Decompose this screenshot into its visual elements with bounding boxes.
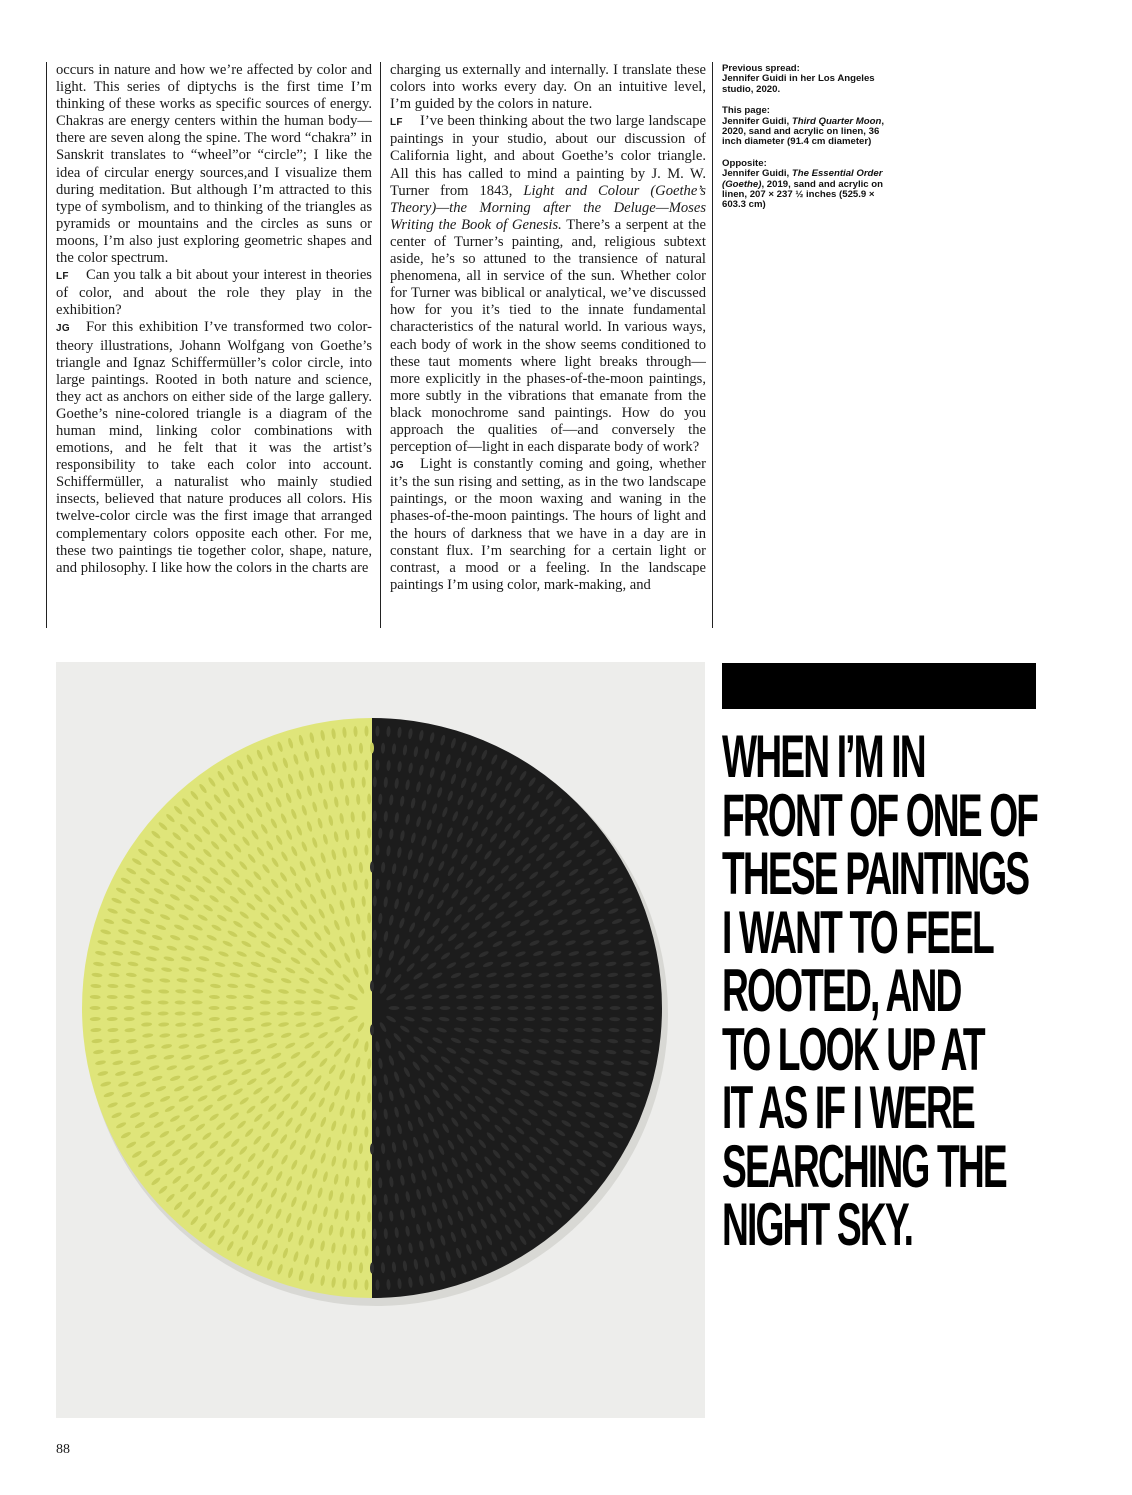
caption-artist: Jennifer Guidi, bbox=[722, 115, 792, 127]
pull-quote-line: SEARCHING THE bbox=[722, 1132, 1006, 1200]
caption-label: Previous spread: bbox=[722, 63, 800, 74]
texture-mark bbox=[370, 1144, 374, 1155]
caption-details: , 2020, sand and acrylic on linen, 36 inch diameter (91.4 cm diameter) bbox=[722, 115, 885, 148]
caption-artist: Jennifer Guidi, bbox=[722, 168, 792, 180]
pull-quote-line: TO LOOK UP AT bbox=[722, 1015, 984, 1083]
texture-mark bbox=[576, 1006, 587, 1010]
caption-previous-spread bbox=[722, 64, 892, 95]
speaker-label: LF bbox=[56, 271, 69, 283]
texture-mark bbox=[389, 1006, 400, 1010]
texture-mark bbox=[440, 1006, 451, 1010]
texture-mark bbox=[370, 862, 374, 873]
caption-text bbox=[722, 169, 892, 211]
texture-mark bbox=[107, 1006, 118, 1010]
caption-label: Opposite: bbox=[722, 157, 767, 169]
paragraph-text: Can you talk a bit about your interest in theories of color, and about the role they play in the exhibition? bbox=[56, 267, 372, 319]
texture-mark bbox=[370, 743, 374, 754]
texture-mark bbox=[457, 1006, 468, 1010]
pull-quote-line: THESE PAINTINGS bbox=[722, 840, 1029, 907]
paragraph-text: There’s a serpent at the center of Turner’s painting, and, religious subtext aside, he’s so attuned to the transience of natural phenomena, all in service of the sun. Whether color for Turner was biblical or analytical, we’ve discussed how for you it’s tied to the innate fundamental characteristics of the natural world. In various ways, each body of work in the show seems conditioned to these taut moments where light breaks through—more explicitly in the phases-of-the-moon paintings, more subtly in the vibrations that emanate from the black monochrome sand paintings. How do you approach the qualities of—and conversely the perception of—light in each disparate body of work? bbox=[390, 216, 706, 456]
texture-mark bbox=[406, 1006, 417, 1010]
texture-mark bbox=[542, 1006, 553, 1010]
texture-mark bbox=[370, 1025, 374, 1036]
texture-mark bbox=[491, 1006, 502, 1010]
texture-mark bbox=[209, 1006, 220, 1010]
column-rule-left bbox=[46, 62, 47, 628]
paragraph bbox=[56, 267, 372, 319]
speaker-label: JG bbox=[56, 323, 70, 335]
artwork-photo bbox=[56, 662, 705, 1418]
caption-text bbox=[722, 117, 892, 148]
caption-title: The Essential Order (Goethe) bbox=[722, 168, 883, 190]
pull-quote-line: IT AS IF I WERE bbox=[722, 1074, 974, 1141]
paragraph: occurs in nature and how we’re affected by color and light. This series of diptychs is the first time I’m thinking of these works as specific sources of energy. Chakras are energy centers within the human body—there are seven along the spine. The word “chakra” in Sanskrit translates to “wheel”or “circle”; I like the idea of circular energy sources,and I visualize them during meditation. But although I’m attracted to this type of symbolism, and to thinking of the triangles as pyramids or mountains and the circles as suns or moons, I’m also just exploring geometric shapes and the color spectrum. bbox=[56, 62, 372, 267]
column-rule-middle bbox=[380, 62, 381, 628]
texture-mark bbox=[345, 1006, 356, 1010]
moon-painting bbox=[56, 662, 705, 1418]
pull-quote-line: ROOTED, AND bbox=[722, 957, 961, 1024]
column-rule-right bbox=[712, 62, 713, 628]
texture-mark bbox=[508, 1006, 519, 1010]
pull-quote-line: NIGHT SKY. bbox=[722, 1191, 913, 1258]
texture-mark bbox=[644, 1006, 655, 1010]
caption-this-page bbox=[722, 106, 892, 148]
texture-mark bbox=[474, 1006, 485, 1010]
article-column-2 bbox=[390, 62, 706, 628]
caption-title: Third Quarter Moon bbox=[791, 115, 882, 127]
texture-mark bbox=[124, 1006, 135, 1010]
paragraph bbox=[390, 113, 706, 456]
pull-quote-line: I WANT TO FEEL bbox=[722, 898, 993, 966]
texture-mark bbox=[243, 1006, 254, 1010]
texture-mark bbox=[525, 1006, 536, 1010]
caption-label: This page: bbox=[722, 105, 770, 117]
texture-mark bbox=[328, 1006, 339, 1010]
texture-mark bbox=[423, 1006, 434, 1010]
paragraph bbox=[390, 456, 706, 594]
article-column-1 bbox=[56, 62, 372, 628]
texture-mark bbox=[370, 1263, 374, 1274]
paragraph-text: For this exhibition I’ve transformed two color-theory illustrations, Johann Wolfgang von Goethe’s triangle and Ignaz Schiffermüller’s color circle, into large paintings. Rooted in both nature and science, they act as anchors on either side of the large gallery. Goethe’s nine-colored triangle is a diagram of the human mind, linking color combinations with emotions, and he felt that it was the artist’s responsibility to take each color into account. Schiffermüller, a naturalist who mainly studied insects, believed that nature produces all colors. His twelve-color circle was the first image that arranged complementary colors opposite each other. For me, these two paintings tie together color, shape, nature, and philosophy. I like how the colors in the charts are bbox=[56, 319, 372, 576]
caption-text: Jennifer Guidi in her Los Angeles studio, 2020. bbox=[722, 73, 875, 95]
paragraph-text: I’ve been thinking about the two large landscape paintings in your studio, about our discussion of California light, and about Goethe’s color triangle. All this has called to mind a painting by J. M. W. Turner from 1843, bbox=[390, 113, 706, 199]
quote-bar bbox=[722, 663, 1036, 709]
paragraph-text: Light is constantly coming and going, whether it’s the sun rising and setting, as in the two landscape paintings, or the moon waxing and waning in the phases-of-the-moon paintings. The hours of light and the hours of darkness that we have in a day are in constant flux. I’m searching for a certain light or contrast, a mood or a feeling. In the landscape paintings I’m using color, mark-making, and bbox=[390, 456, 706, 593]
page-number: 88 bbox=[56, 1442, 70, 1457]
pull-quote-line: WHEN I’M IN bbox=[722, 723, 925, 790]
pull-quote-line: FRONT OF ONE OF bbox=[722, 781, 1038, 849]
pull-quote bbox=[722, 723, 1038, 1258]
painting-title: Light and Colour (Goethe’s Theory)—the Morning after the Deluge—Moses Writing the Book of Genesis. bbox=[390, 182, 706, 233]
caption-details: , 2019, sand and acrylic on linen, 207 × 237 ½ inches (525.9 × 603.3 cm) bbox=[722, 178, 884, 211]
texture-mark bbox=[90, 1006, 101, 1010]
texture-mark bbox=[370, 981, 374, 992]
paragraph bbox=[56, 319, 372, 576]
texture-mark bbox=[627, 1006, 638, 1010]
texture-mark bbox=[610, 1006, 621, 1010]
caption-opposite bbox=[722, 159, 892, 211]
speaker-label: JG bbox=[390, 460, 404, 472]
texture-mark bbox=[593, 1006, 604, 1010]
captions bbox=[722, 64, 892, 222]
paragraph: charging us externally and internally. I translate these colors into works every day. On an intuitive level, I’m guided by the colors in nature. bbox=[390, 62, 706, 113]
texture-mark bbox=[559, 1006, 570, 1010]
speaker-label: LF bbox=[390, 117, 403, 129]
texture-mark bbox=[226, 1006, 237, 1010]
